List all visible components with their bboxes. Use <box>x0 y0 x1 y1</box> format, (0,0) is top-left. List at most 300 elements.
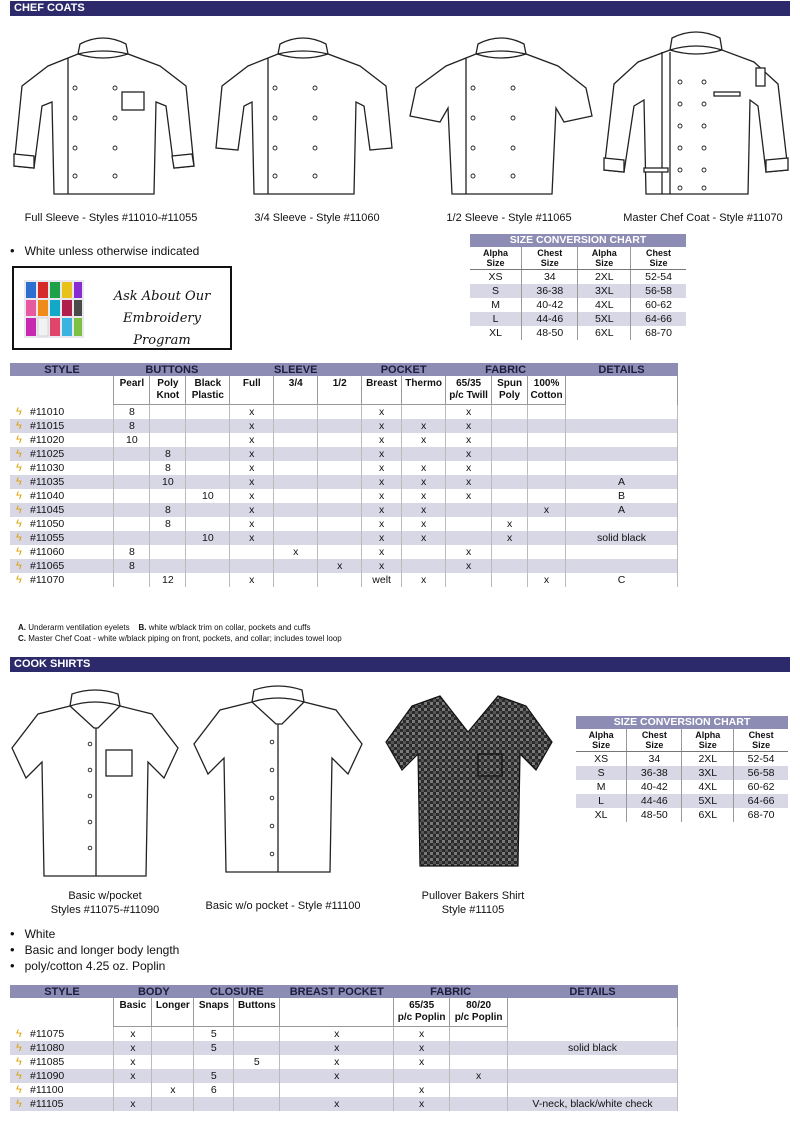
table-cell <box>186 503 230 517</box>
group-header-breast-pocket: BREAST POCKET <box>280 985 394 998</box>
table-cell <box>234 1041 280 1055</box>
size-chart-header: Chest Size <box>631 247 686 270</box>
size-row <box>470 312 686 326</box>
table-row <box>10 433 678 447</box>
group-header-body: BODY <box>114 985 194 998</box>
lightning-bolt-icon: ϟ <box>16 490 22 502</box>
lightning-bolt-icon: ϟ <box>16 420 22 432</box>
table-cell: 8 <box>150 503 186 517</box>
cook-shirts-spec-table <box>10 985 678 1111</box>
table-row <box>10 545 678 559</box>
basic-no-pocket-shirt-illustration <box>190 680 366 880</box>
table-cell <box>508 1069 678 1083</box>
sub-header: Poly Knot <box>150 376 186 405</box>
table-cell: x <box>362 503 402 517</box>
table-cell <box>274 461 318 475</box>
style-number: ϟ #11030 <box>10 461 114 475</box>
chef-table-notes <box>18 622 342 644</box>
size-cell: 4XL <box>682 780 734 794</box>
table-row <box>10 517 678 531</box>
table-cell <box>394 1069 450 1083</box>
style-number: ϟ #11100 <box>10 1083 114 1097</box>
table-cell <box>274 559 318 573</box>
lightning-bolt-icon: ϟ <box>16 448 22 460</box>
table-cell <box>274 517 318 531</box>
table-cell: 8 <box>114 405 150 420</box>
note-b-label: B. <box>138 623 147 632</box>
table-cell: x <box>394 1083 450 1097</box>
coat-caption-full-sleeve: Full Sleeve - Styles #11010-#11055 <box>24 212 198 224</box>
size-cell: 52-54 <box>747 753 775 765</box>
table-cell <box>566 405 678 420</box>
style-number: ϟ #11105 <box>10 1097 114 1111</box>
table-cell: x <box>362 447 402 461</box>
table-cell <box>114 475 150 489</box>
table-cell <box>566 559 678 573</box>
embroidery-text <box>96 286 228 352</box>
group-header-buttons: BUTTONS <box>114 363 230 376</box>
table-cell: welt <box>362 573 402 587</box>
sub-header: Spun Poly <box>492 376 528 405</box>
table-cell: x <box>230 573 274 587</box>
table-cell <box>152 1027 194 1042</box>
style-number: ϟ #11040 <box>10 489 114 503</box>
table-row <box>10 1097 678 1111</box>
size-chart-header: Chest Size <box>734 729 788 752</box>
table-cell <box>150 433 186 447</box>
table-cell <box>114 489 150 503</box>
table-cell: x <box>114 1027 152 1042</box>
table-cell: x <box>492 517 528 531</box>
style-number: ϟ #11070 <box>10 573 114 587</box>
sub-header: 100% Cotton <box>528 376 566 405</box>
bullet-item: • White <box>10 926 179 942</box>
table-cell <box>318 447 362 461</box>
table-cell <box>114 1083 152 1097</box>
lightning-bolt-icon: ϟ <box>16 434 22 446</box>
table-cell: B <box>566 489 678 503</box>
table-cell: x <box>402 517 446 531</box>
table-cell <box>492 419 528 433</box>
bullet-item: • Basic and longer body length <box>10 942 179 958</box>
size-chart-title: SIZE CONVERSION CHART <box>470 234 686 247</box>
table-row <box>10 1069 678 1083</box>
size-cell: 56-58 <box>631 284 686 298</box>
table-cell <box>508 1083 678 1097</box>
lightning-bolt-icon: ϟ <box>16 476 22 488</box>
table-cell <box>450 1055 508 1069</box>
table-cell <box>402 559 446 573</box>
table-cell: x <box>402 489 446 503</box>
table-cell <box>446 517 492 531</box>
table-cell: 5 <box>234 1055 280 1069</box>
table-cell: x <box>394 1097 450 1111</box>
table-cell <box>528 489 566 503</box>
group-header-sleeve: SLEEVE <box>230 363 362 376</box>
table-cell: 10 <box>186 531 230 545</box>
size-cell: 48-50 <box>522 326 578 340</box>
table-cell <box>566 545 678 559</box>
table-cell <box>318 517 362 531</box>
table-cell <box>318 503 362 517</box>
table-cell <box>186 559 230 573</box>
table-cell: x <box>394 1027 450 1042</box>
table-cell <box>566 447 678 461</box>
lightning-bolt-icon: ϟ <box>16 462 22 474</box>
size-cell: 2XL <box>682 752 734 767</box>
table-cell <box>492 503 528 517</box>
size-cell: L <box>576 794 627 808</box>
table-row <box>10 1027 678 1042</box>
bullet-item: • White unless otherwise indicated <box>10 243 199 259</box>
table-cell: x <box>492 531 528 545</box>
table-cell <box>450 1083 508 1097</box>
pullover-bakers-shirt-illustration <box>382 684 554 874</box>
table-cell <box>508 1055 678 1069</box>
three-quarter-sleeve-coat-illustration <box>208 26 398 196</box>
size-cell: XL <box>470 326 522 340</box>
table-cell: x <box>362 545 402 559</box>
table-cell <box>274 489 318 503</box>
style-number: ϟ #11085 <box>10 1055 114 1069</box>
table-cell <box>234 1097 280 1111</box>
table-cell <box>152 1069 194 1083</box>
note-c-text: Master Chef Coat - white w/black piping on front, pockets, and collar; includes towel loop <box>28 634 342 643</box>
table-cell: x <box>280 1027 394 1042</box>
size-row <box>576 780 788 794</box>
table-cell: x <box>362 419 402 433</box>
table-cell: x <box>402 475 446 489</box>
table-cell <box>114 517 150 531</box>
lightning-bolt-icon: ϟ <box>16 560 22 572</box>
table-cell: x <box>230 517 274 531</box>
style-number: ϟ #11020 <box>10 433 114 447</box>
table-cell: x <box>362 531 402 545</box>
table-cell: 8 <box>150 461 186 475</box>
size-cell: 40-42 <box>627 780 682 794</box>
sub-header: Thermo <box>402 376 446 405</box>
lightning-bolt-icon: ϟ <box>16 1084 22 1096</box>
size-row <box>470 298 686 312</box>
style-number: ϟ #11055 <box>10 531 114 545</box>
table-row <box>10 573 678 587</box>
table-cell <box>402 545 446 559</box>
size-cell: M <box>470 298 522 312</box>
table-cell <box>492 447 528 461</box>
table-cell <box>528 461 566 475</box>
table-cell: x <box>446 447 492 461</box>
group-header-style: STYLE <box>10 985 114 998</box>
table-row <box>10 405 678 420</box>
sub-header: 80/20 p/c Poplin <box>450 998 508 1027</box>
table-cell: x <box>230 531 274 545</box>
table-cell <box>446 531 492 545</box>
table-cell <box>492 475 528 489</box>
size-chart-header: Alpha Size <box>578 247 631 270</box>
table-cell <box>274 405 318 420</box>
table-cell: x <box>230 405 274 420</box>
size-cell: M <box>576 780 627 794</box>
size-cell: 36-38 <box>522 284 578 298</box>
group-header-fabric: FABRIC <box>446 363 566 376</box>
table-cell <box>150 419 186 433</box>
table-cell: x <box>446 419 492 433</box>
table-cell: x <box>230 447 274 461</box>
sub-header: 1/2 <box>318 376 362 405</box>
table-cell: 5 <box>194 1069 234 1083</box>
size-chart-header: Chest Size <box>627 729 682 752</box>
table-cell <box>566 419 678 433</box>
table-cell: 5 <box>194 1027 234 1042</box>
table-cell <box>528 433 566 447</box>
size-cell: 34 <box>522 270 578 285</box>
chef-coats-spec-table <box>10 363 678 587</box>
size-cell: 68-70 <box>645 327 672 339</box>
table-cell <box>150 489 186 503</box>
sub-header: 3/4 <box>274 376 318 405</box>
table-cell: x <box>362 405 402 420</box>
size-cell: 44-46 <box>522 312 578 326</box>
table-cell <box>274 573 318 587</box>
table-cell <box>492 461 528 475</box>
table-cell <box>152 1097 194 1111</box>
table-cell <box>528 447 566 461</box>
table-cell <box>234 1027 280 1042</box>
table-cell <box>318 531 362 545</box>
size-row <box>576 766 788 780</box>
master-chef-coat-illustration <box>600 22 792 198</box>
table-cell <box>318 545 362 559</box>
table-cell: x <box>114 1055 152 1069</box>
table-cell <box>234 1069 280 1083</box>
table-row <box>10 559 678 573</box>
style-number: ϟ #11035 <box>10 475 114 489</box>
table-cell <box>274 419 318 433</box>
cook-shirts-title: COOK SHIRTS <box>14 658 91 670</box>
table-cell <box>114 447 150 461</box>
table-row <box>10 1083 678 1097</box>
table-cell: x <box>230 419 274 433</box>
sub-header-empty <box>10 376 114 405</box>
size-cell: 36-38 <box>627 766 682 780</box>
table-cell: x <box>362 489 402 503</box>
table-cell <box>114 503 150 517</box>
table-cell: V-neck, black/white check <box>508 1097 678 1111</box>
table-cell <box>186 573 230 587</box>
size-cell: S <box>470 284 522 298</box>
table-cell <box>318 405 362 420</box>
sub-header: Snaps <box>194 998 234 1027</box>
lightning-bolt-icon: ϟ <box>16 1027 22 1040</box>
table-cell <box>186 447 230 461</box>
lightning-bolt-icon: ϟ <box>16 1070 22 1082</box>
table-cell: 5 <box>194 1041 234 1055</box>
table-cell: x <box>446 545 492 559</box>
table-cell: x <box>280 1097 394 1111</box>
table-cell: solid black <box>508 1041 678 1055</box>
coat-caption-half-sleeve: 1/2 Sleeve - Style #11065 <box>446 212 572 224</box>
sub-header: Pearl <box>114 376 150 405</box>
table-cell: x <box>152 1083 194 1097</box>
table-cell: x <box>450 1069 508 1083</box>
table-cell: 8 <box>114 559 150 573</box>
table-cell <box>186 545 230 559</box>
table-cell: x <box>394 1055 450 1069</box>
table-cell <box>230 559 274 573</box>
lightning-bolt-icon: ϟ <box>16 574 22 586</box>
table-cell: x <box>318 559 362 573</box>
table-cell <box>528 531 566 545</box>
table-cell <box>528 559 566 573</box>
table-cell <box>566 517 678 531</box>
size-cell: 56-58 <box>734 766 788 780</box>
sub-header: Black Plastic <box>186 376 230 405</box>
chef-size-conversion-chart <box>470 234 686 340</box>
lightning-bolt-icon: ϟ <box>16 1042 22 1054</box>
sub-header: Longer <box>152 998 194 1027</box>
lightning-bolt-icon: ϟ <box>16 504 22 516</box>
table-cell <box>318 573 362 587</box>
table-cell: x <box>446 559 492 573</box>
table-cell: x <box>114 1041 152 1055</box>
coat-caption-three-quarter: 3/4 Sleeve - Style #11060 <box>254 212 380 224</box>
group-header-pocket: POCKET <box>362 363 446 376</box>
table-cell: x <box>114 1069 152 1083</box>
style-number: ϟ #11080 <box>10 1041 114 1055</box>
size-cell: 6XL <box>682 808 734 822</box>
table-cell <box>492 559 528 573</box>
table-row <box>10 447 678 461</box>
table-cell: x <box>446 461 492 475</box>
lightning-bolt-icon: ϟ <box>16 1098 22 1110</box>
table-cell: x <box>402 573 446 587</box>
table-cell: x <box>402 531 446 545</box>
table-cell: x <box>114 1097 152 1111</box>
size-chart-header: Chest Size <box>522 247 578 270</box>
cook-size-conversion-chart <box>576 716 788 822</box>
sub-header: Basic <box>114 998 152 1027</box>
table-cell <box>528 419 566 433</box>
sub-header: Breast <box>362 376 402 405</box>
table-cell <box>318 419 362 433</box>
table-cell <box>492 433 528 447</box>
table-cell <box>528 545 566 559</box>
note-b-text: white w/black trim on collar, pockets and cuffs <box>148 623 311 632</box>
style-number: ϟ #11090 <box>10 1069 114 1083</box>
table-cell <box>274 447 318 461</box>
embroidery-line-2: Embroidery Program <box>123 311 201 348</box>
table-cell <box>446 503 492 517</box>
table-cell <box>492 573 528 587</box>
shirt-caption-pullover: Pullover Bakers Shirt Style #11105 <box>421 890 525 916</box>
size-chart-header: Alpha Size <box>576 729 627 752</box>
shirt-caption-basic-pocket: Basic w/pocket Styles #11075-#11090 <box>50 890 160 916</box>
size-cell: S <box>576 766 627 780</box>
style-number: ϟ #11050 <box>10 517 114 531</box>
table-cell <box>492 489 528 503</box>
size-cell: 2XL <box>578 270 631 285</box>
size-cell: L <box>470 312 522 326</box>
size-chart-header: Alpha Size <box>470 247 522 270</box>
table-row <box>10 461 678 475</box>
note-a-label: A. <box>18 623 26 632</box>
table-cell <box>402 405 446 420</box>
size-chart-title: SIZE CONVERSION CHART <box>576 716 788 729</box>
sub-header: Buttons <box>234 998 280 1027</box>
table-cell <box>528 475 566 489</box>
table-cell: x <box>230 503 274 517</box>
cook-bullet-list <box>10 926 179 974</box>
table-cell <box>194 1055 234 1069</box>
table-cell <box>274 503 318 517</box>
group-header-fabric: FABRIC <box>394 985 508 998</box>
table-cell: x <box>362 461 402 475</box>
table-cell <box>492 405 528 420</box>
size-cell: 4XL <box>578 298 631 312</box>
size-cell: XS <box>576 752 627 767</box>
table-cell: 10 <box>150 475 186 489</box>
size-cell: 64-66 <box>631 312 686 326</box>
size-cell: XL <box>576 808 627 822</box>
group-header-style: STYLE <box>10 363 114 376</box>
table-cell <box>318 475 362 489</box>
table-cell <box>114 531 150 545</box>
size-cell: 52-54 <box>645 271 672 283</box>
table-cell: 8 <box>150 517 186 531</box>
chef-coats-title: CHEF COATS <box>14 2 85 14</box>
table-cell <box>186 461 230 475</box>
size-row <box>576 752 788 767</box>
size-cell: 3XL <box>578 284 631 298</box>
table-cell <box>446 573 492 587</box>
style-number: ϟ #11075 <box>10 1027 114 1042</box>
size-cell: 6XL <box>578 326 631 340</box>
table-cell <box>450 1097 508 1111</box>
table-cell <box>186 405 230 420</box>
coat-caption-master-chef: Master Chef Coat - Style #11070 <box>623 212 783 224</box>
table-cell: 8 <box>114 545 150 559</box>
table-cell: x <box>446 475 492 489</box>
size-cell: 40-42 <box>522 298 578 312</box>
table-cell <box>150 559 186 573</box>
style-number: ϟ #11060 <box>10 545 114 559</box>
lightning-bolt-icon: ϟ <box>16 532 22 544</box>
size-cell: 64-66 <box>734 794 788 808</box>
sub-header: Full <box>230 376 274 405</box>
cook-shirts-banner <box>10 657 790 672</box>
chef-coats-banner <box>10 1 790 16</box>
table-cell <box>114 573 150 587</box>
table-cell <box>150 405 186 420</box>
note-c-label: C. <box>18 634 26 643</box>
size-row <box>470 270 686 285</box>
table-cell: x <box>446 405 492 420</box>
table-cell: x <box>402 419 446 433</box>
table-cell: 10 <box>114 433 150 447</box>
table-cell <box>318 489 362 503</box>
size-row <box>470 284 686 298</box>
note-a-text: Underarm ventilation eyelets <box>28 623 130 632</box>
size-row <box>470 326 686 340</box>
table-cell: x <box>280 1055 394 1069</box>
table-cell: 8 <box>150 447 186 461</box>
table-cell: solid black <box>566 531 678 545</box>
sub-header: 65/35 p/c Twill <box>446 376 492 405</box>
table-cell: x <box>230 475 274 489</box>
size-cell: 34 <box>627 752 682 767</box>
size-cell: 48-50 <box>627 808 682 822</box>
table-row <box>10 419 678 433</box>
